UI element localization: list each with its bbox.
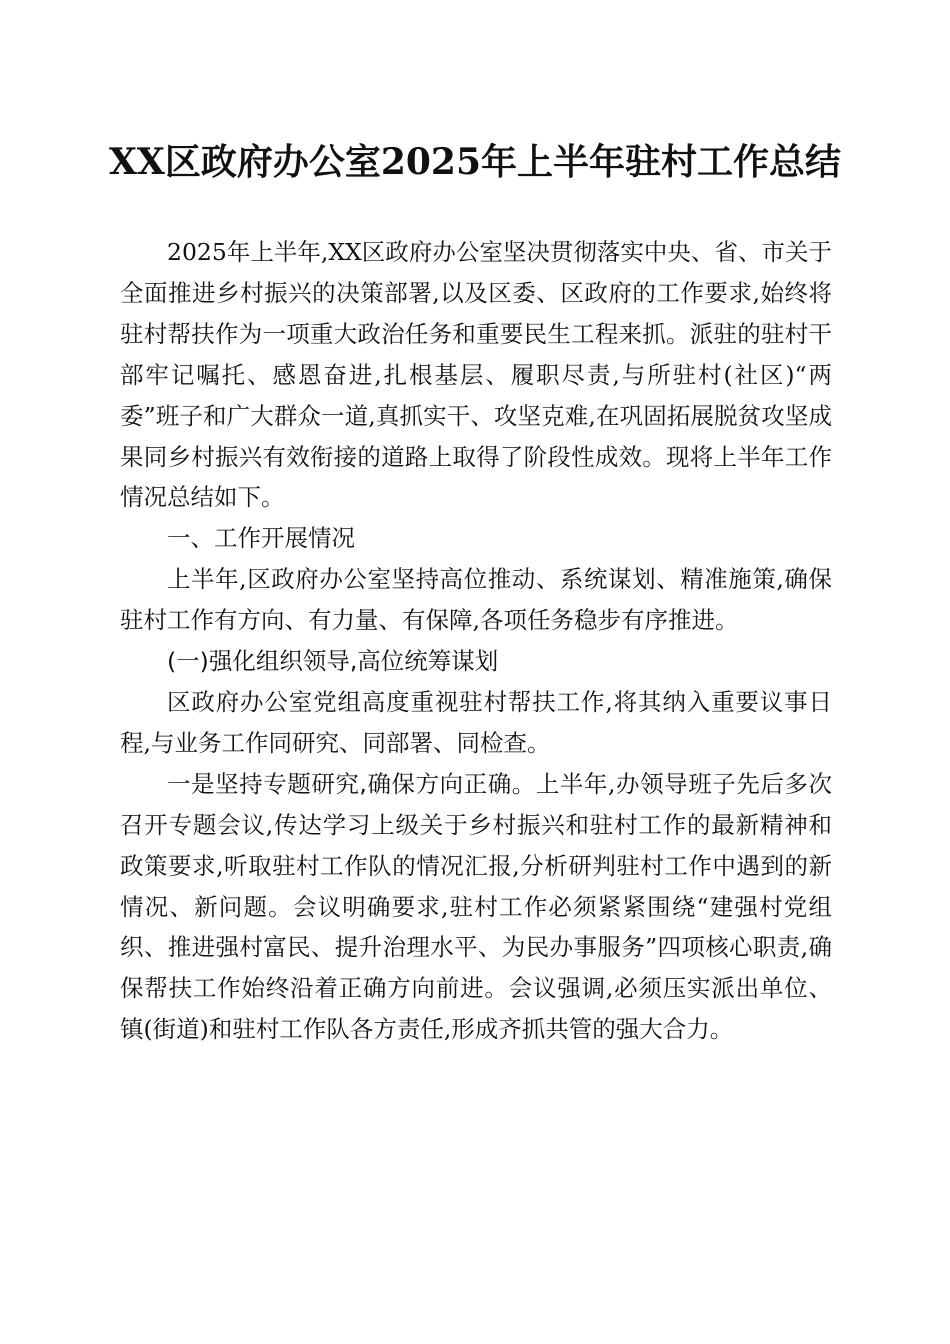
document-body [120,232,832,1050]
point-body: 上半年,办领导班子先后多次召开专题会议,传达学习上级关于乡村振兴和驻村工作的最新精神和政策要求,听取驻村工作队的情况汇报,分析研判驻村工作中遇到的新情况、新问题。会议明确要求,驻村工作必须紧紧围绕“建强村党组织、推进强村富民、提升治理水平、为民办事服务”四项核心职责,确保帮扶工作始终沿着正确方向前进。会议强调,必须压实派出单位、镇(街道)和驻村工作队各方责任,形成齐抓共管的强大合力。 [120,769,832,1044]
point-paragraph [120,764,832,1050]
subsection-heading: (一)强化组织领导,高位统筹谋划 [167,647,499,676]
section-heading: 一、工作开展情况 [167,524,355,553]
document-title: XX区政府办公室2025年上半年驻村工作总结 [108,141,842,183]
intro-paragraph: 2025年上半年,XX区政府办公室坚决贯彻落实中央、省、市关于全面推进乡村振兴的决策部署,以及区委、区政府的工作要求,始终将驻村帮扶作为一项重大政治任务和重要民生工程来抓。派驻的驻村干部牢记嘱托、感恩奋进,扎根基层、履职尽责,与所驻村(社区)“两委”班子和广大群众一道,真抓实干、攻坚克难,在巩固拓展脱贫攻坚成果同乡村振兴有效衔接的道路上取得了阶段性成效。现将上半年工作情况总结如下。 [120,238,832,512]
point-lead: 一是坚持专题研究,确保方向正确。 [167,769,536,798]
section-intro-paragraph: 上半年,区政府办公室坚持高位推动、系统谋划、精准施策,确保驻村工作有方向、有力量、有保障,各项任务稳步有序推进。 [120,565,832,635]
subsection-intro-paragraph: 区政府办公室党组高度重视驻村帮扶工作,将其纳入重要议事日程,与业务工作同研究、同部署、同检查。 [120,687,832,757]
